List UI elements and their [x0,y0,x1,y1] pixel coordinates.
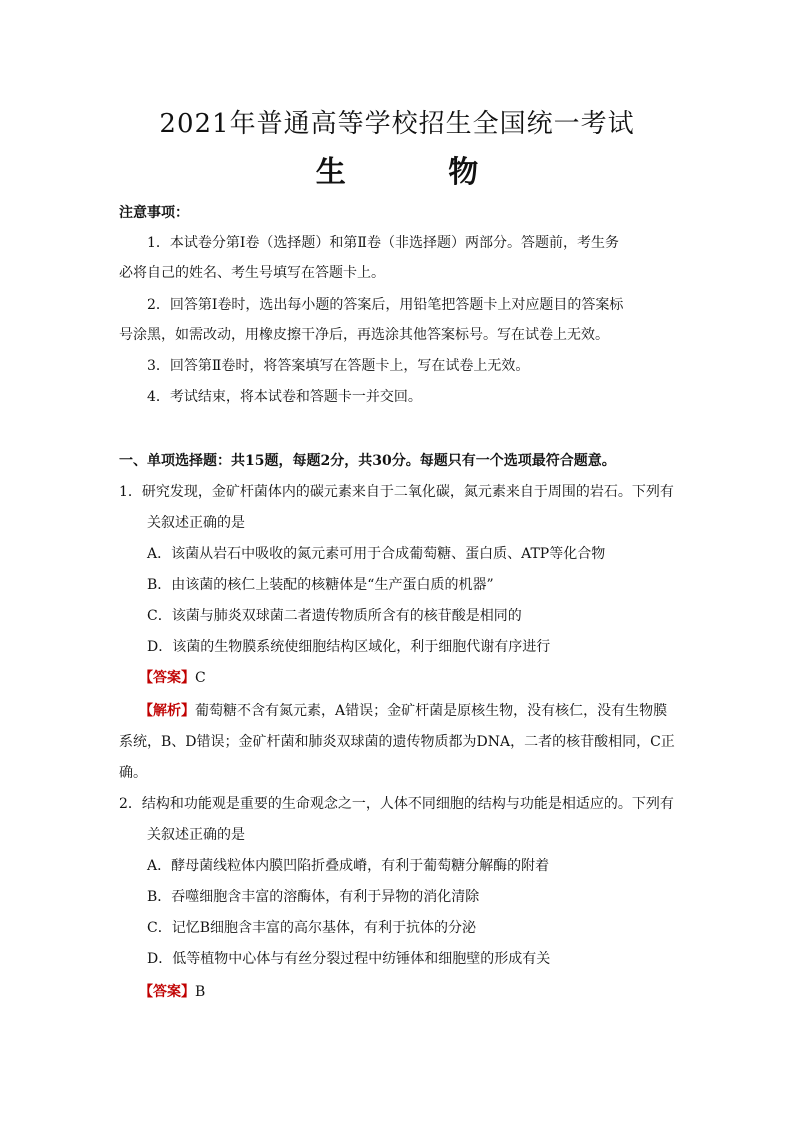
analysis-label: 【解析】 [139,703,195,719]
section-heading: 一、单项选择题：共15题，每题2分，共30分。每题只有一个选项最符合题意。 [119,453,616,469]
option-a: A．酵母菌线粒体内膜凹陷折叠成嵴，有利于葡萄糖分解酶的附着 [147,858,550,874]
notice-line-3: 2．回答第Ⅰ卷时，选出每小题的答案后，用铅笔把答题卡上对应题目的答案标 [147,297,624,313]
question-stem: 关叙述正确的是 [147,827,245,843]
answer-value: C [195,670,206,686]
option-b: B．吞噬细胞含丰富的溶酶体，有利于异物的消化清除 [147,889,480,905]
notice-line-1: 1．本试卷分第Ⅰ卷（选择题）和第Ⅱ卷（非选择题）两部分。答题前，考生务 [147,235,619,251]
option-d: D．低等植物中心体与有丝分裂过程中纺锤体和细胞壁的形成有关 [147,951,551,967]
answer-label: 【答案】 [139,984,195,1000]
notice-line-2: 必将自己的姓名、考生号填写在答题卡上。 [119,265,385,281]
question-stem: 2．结构和功能观是重要的生命观念之一，人体不同细胞的结构与功能是相适应的。下列有 [119,796,674,812]
answer-label: 【答案】 [139,670,195,686]
option-c: C．该菌与肺炎双球菌二者遗传物质所含有的核苷酸是相同的 [147,608,522,624]
subject-title: 生 物 [315,155,525,190]
option-d: D．该菌的生物膜系统使细胞结构区域化，利于细胞代谢有序进行 [147,639,551,655]
option-c: C．记忆B细胞含丰富的高尔基体，有利于抗体的分泌 [147,920,476,936]
question-stem: 关叙述正确的是 [147,515,245,531]
exam-title: 2021年普通高等学校招生全国统一考试 [159,109,635,139]
answer-line [139,668,206,688]
answer-value: B [195,984,206,1000]
analysis-line [139,701,667,721]
question-stem: 1．研究发现，金矿杆菌体内的碳元素来自于二氧化碳，氮元素来自于周围的岩石。下列有 [119,484,674,500]
notice-line-5: 3．回答第Ⅱ卷时，将答案填写在答题卡上，写在试卷上无效。 [147,358,530,374]
analysis-text: 确。 [119,765,147,781]
notice-line-4: 号涂黑，如需改动，用橡皮擦干净后，再选涂其他答案标号。写在试卷上无效。 [119,327,609,343]
option-b: B．由该菌的核仁上装配的核糖体是“生产蛋白质的机器” [147,577,494,593]
option-a: A．该菌从岩石中吸收的氮元素可用于合成葡萄糖、蛋白质、ATP等化合物 [147,546,606,562]
analysis-text: 系统，B、D错误；金矿杆菌和肺炎双球菌的遗传物质都为DNA，二者的核苷酸相同，C正 [119,734,675,750]
answer-line [139,982,205,1002]
analysis-text: 葡萄糖不含有氮元素，A错误；金矿杆菌是原核生物，没有核仁，没有生物膜 [195,703,668,719]
notice-line-6: 4．考试结束，将本试卷和答题卡一并交回。 [147,389,422,405]
notice-heading: 注意事项： [119,205,189,221]
